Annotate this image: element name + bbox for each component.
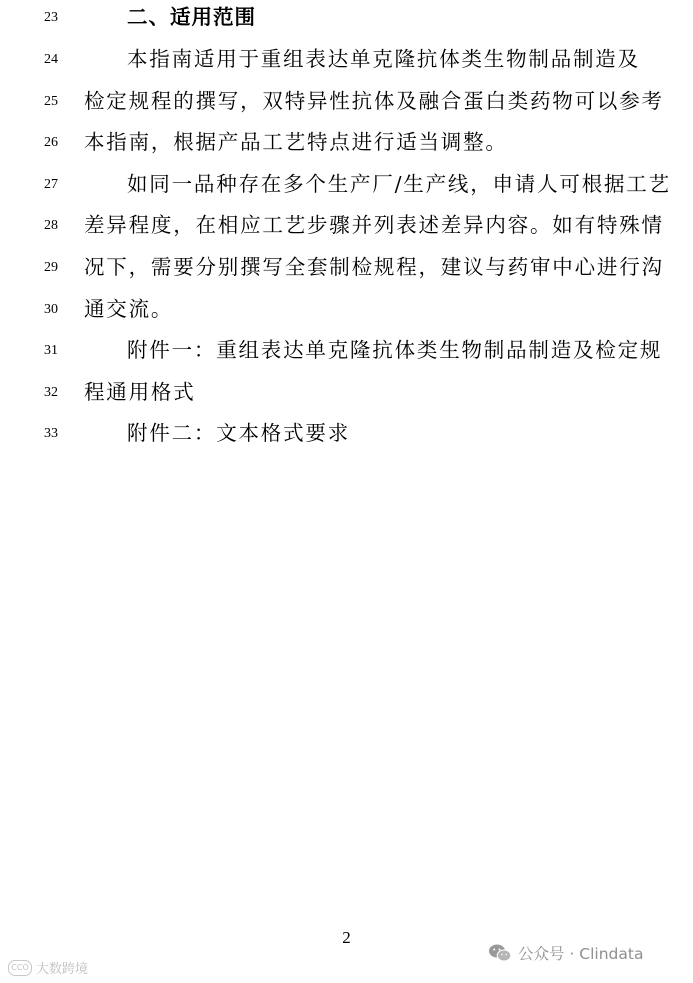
line-29 xyxy=(0,250,693,290)
line-number: 28 xyxy=(44,218,58,233)
paragraph-line: 况下，需要分别撰写全套制检规程，建议与药审中心进行沟 xyxy=(84,255,664,279)
page-number: 2 xyxy=(342,928,351,947)
watermark-left xyxy=(8,958,88,977)
line-25 xyxy=(0,84,693,124)
section-heading: 二、适用范围 xyxy=(127,5,256,29)
watermark-left-text: 大数跨境 xyxy=(36,962,89,977)
line-number: 30 xyxy=(44,302,58,317)
line-number: 29 xyxy=(44,260,58,275)
paragraph-line: 本指南适用于重组表达单克隆抗体类生物制品制造及 xyxy=(127,47,640,71)
watermark-right xyxy=(488,942,643,964)
line-24 xyxy=(0,42,693,82)
paragraph-line: 本指南，根据产品工艺特点进行适当调整。 xyxy=(84,130,508,154)
line-number: 23 xyxy=(44,10,58,25)
paragraph-line: 差异程度，在相应工艺步骤并列表述差异内容。如有特殊情 xyxy=(84,213,664,237)
paragraph-line: 附件一：重组表达单克隆抗体类生物制品制造及检定规 xyxy=(127,338,663,362)
line-28 xyxy=(0,208,693,248)
paragraph-line: 程通用格式 xyxy=(84,380,196,404)
watermark-right-text: 公众号 · Clindata xyxy=(518,945,644,963)
paragraph-line: 如同一品种存在多个生产厂/生产线，申请人可根据工艺 xyxy=(127,172,671,196)
line-31 xyxy=(0,333,693,373)
line-27 xyxy=(0,167,693,207)
line-26 xyxy=(0,125,693,165)
line-30 xyxy=(0,292,693,332)
wechat-icon xyxy=(488,943,512,963)
line-number: 27 xyxy=(44,177,58,192)
line-number: 32 xyxy=(44,385,58,400)
line-23 xyxy=(0,0,693,40)
cc-logo-icon: CCO xyxy=(8,960,32,976)
line-33 xyxy=(0,416,693,456)
line-number: 24 xyxy=(44,52,58,67)
line-32 xyxy=(0,375,693,415)
line-number: 31 xyxy=(44,343,58,358)
paragraph-line: 附件二：文本格式要求 xyxy=(127,421,350,445)
paragraph-line: 检定规程的撰写，双特异性抗体及融合蛋白类药物可以参考 xyxy=(84,89,664,113)
line-number: 26 xyxy=(44,135,58,150)
line-number: 25 xyxy=(44,94,58,109)
line-number: 33 xyxy=(44,426,58,441)
paragraph-line: 通交流。 xyxy=(84,297,174,321)
